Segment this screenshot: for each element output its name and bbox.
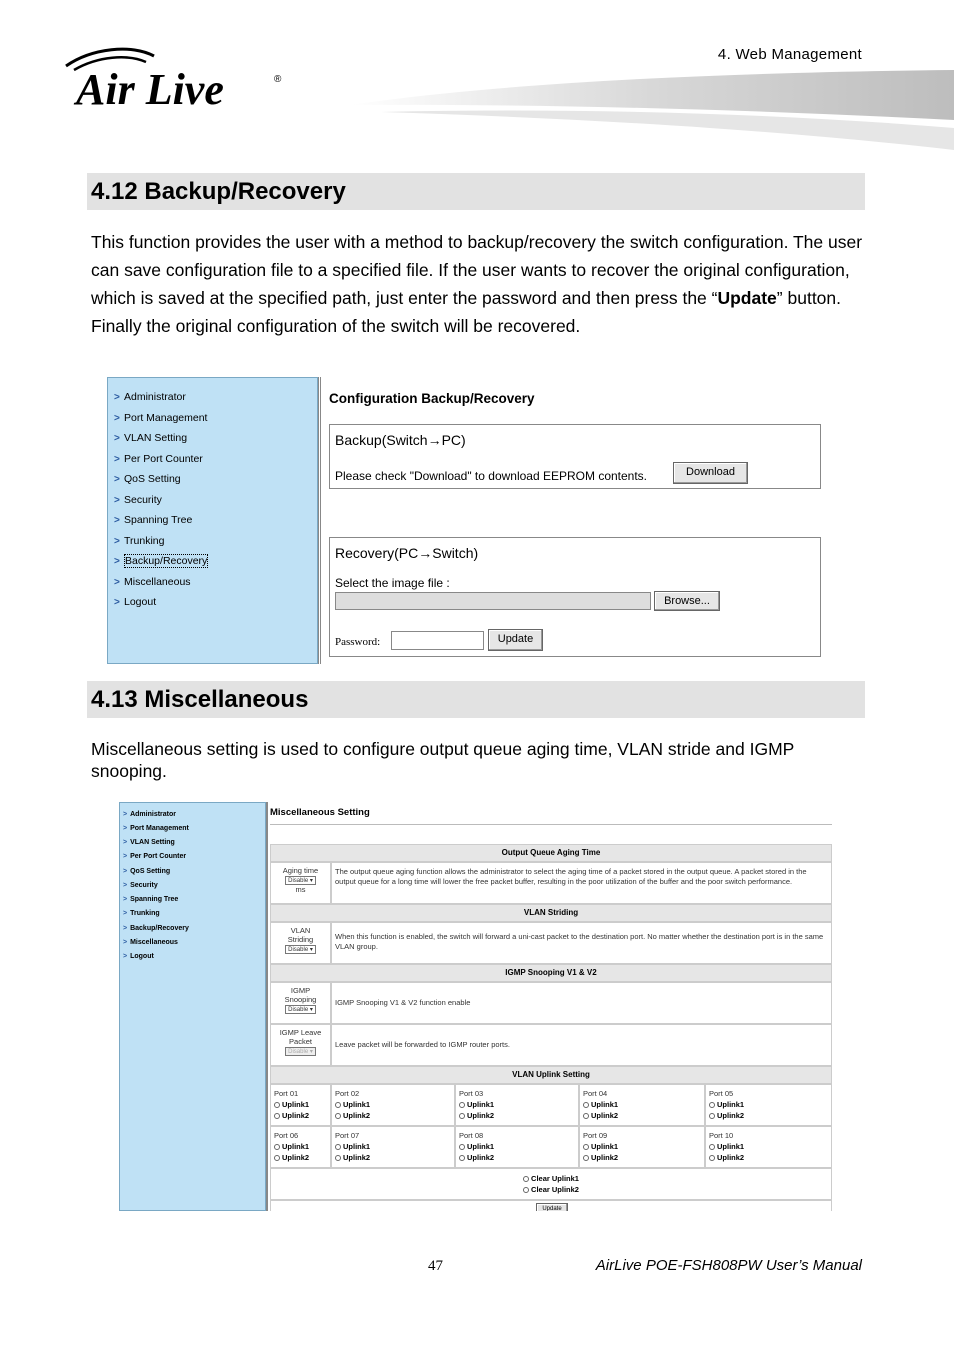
password-input[interactable] xyxy=(391,631,484,650)
uplink1-radio[interactable]: Uplink1 xyxy=(274,1099,327,1110)
chapter-label: 4. Web Management xyxy=(717,46,862,63)
oq-desc: The output queue aging function allows the administrator to select the aging time of a packet stored in the output queue. A packet stored in the output queue for a long time will lower the free packet buffer, resulting in the poor utilization of the buffer and the poor switch performance. xyxy=(331,862,832,904)
leave-label-cell xyxy=(270,1024,331,1066)
menu-item-spanning-tree[interactable]: > Spanning Tree xyxy=(123,896,179,903)
uplink2-radio[interactable]: Uplink2 xyxy=(583,1152,701,1163)
port-cell: Port 04 Uplink1 Uplink2 xyxy=(579,1084,705,1126)
port-cell: Port 02 Uplink1 Uplink2 xyxy=(331,1084,455,1126)
port-cell: Port 08 Uplink1 Uplink2 xyxy=(455,1126,579,1168)
leave-desc: Leave packet will be forwarded to IGMP router ports. xyxy=(331,1024,832,1066)
menu-item-per-port-counter[interactable]: > Per Port Counter xyxy=(123,853,187,860)
update-button[interactable]: Update xyxy=(536,1203,568,1211)
config-title: Configuration Backup/Recovery xyxy=(329,391,535,406)
port-cell: Port 03 Uplink1 Uplink2 xyxy=(455,1084,579,1126)
title-rule xyxy=(270,824,832,825)
menu-item-vlan-setting[interactable]: > VLAN Setting xyxy=(123,839,175,846)
uplink1-radio[interactable]: Uplink1 xyxy=(709,1141,828,1152)
uplink2-radio[interactable]: Uplink2 xyxy=(335,1110,451,1121)
menu-item-spanning-tree[interactable]: > Spanning Tree xyxy=(114,514,193,526)
chevron-icon: > xyxy=(114,597,120,608)
igmp-header: IGMP Snooping V1 & V2 xyxy=(270,964,832,982)
chevron-icon: > xyxy=(123,839,128,846)
menu-item-backup-recovery[interactable]: > Backup/Recovery xyxy=(123,925,189,932)
manual-title: AirLive POE-FSH808PW User’s Manual xyxy=(595,1257,862,1274)
vs-label: VLAN Striding xyxy=(287,926,314,944)
chevron-icon: > xyxy=(123,939,128,946)
uplink2-radio[interactable]: Uplink2 xyxy=(274,1152,327,1163)
chevron-icon: > xyxy=(114,515,120,526)
backup-panel xyxy=(329,424,821,489)
leave-label: IGMP Leave Packet xyxy=(279,1028,322,1046)
vs-header: VLAN Striding xyxy=(270,904,832,922)
frame-divider xyxy=(266,802,268,1211)
backup-text: Please check "Download" to download EEPROM contents. xyxy=(335,469,648,483)
igmp-select[interactable]: Disable ▾ xyxy=(285,1005,316,1014)
menu-item-miscellaneous[interactable]: > Miscellaneous xyxy=(114,576,191,588)
chevron-icon: > xyxy=(114,474,120,485)
oq-label: Aging time xyxy=(282,866,319,875)
download-button[interactable]: Download xyxy=(673,462,748,484)
recovery-title: Recovery(PC→Switch) xyxy=(335,545,479,561)
chevron-icon: > xyxy=(123,811,128,818)
port-cell: Port 09 Uplink1 Uplink2 xyxy=(579,1126,705,1168)
chevron-icon: > xyxy=(123,953,128,960)
uplink1-radio[interactable]: Uplink1 xyxy=(335,1141,451,1152)
uplink1-radio[interactable]: Uplink1 xyxy=(459,1099,575,1110)
browse-button[interactable]: Browse... xyxy=(654,591,720,611)
uplink2-radio[interactable]: Uplink2 xyxy=(459,1152,575,1163)
sidebar-menu xyxy=(107,377,318,664)
igmp-desc: IGMP Snooping V1 & V2 function enable xyxy=(331,982,832,1024)
uplink2-radio[interactable]: Uplink2 xyxy=(335,1152,451,1163)
clear-uplink-cell xyxy=(270,1168,832,1200)
file-path-input[interactable] xyxy=(335,592,651,610)
chevron-icon: > xyxy=(114,536,120,547)
chevron-icon: > xyxy=(123,825,128,832)
uplink2-radio[interactable]: Uplink2 xyxy=(459,1110,575,1121)
chevron-icon: > xyxy=(114,433,120,444)
svg-text:®: ® xyxy=(274,74,282,85)
uplink2-radio[interactable]: Uplink2 xyxy=(583,1110,701,1121)
oq-select[interactable]: Disable ▾ xyxy=(285,876,316,885)
vs-desc: When this function is enabled, the switch will forward a uni-cast packet to the destination port. No matter whether the destination port is in the same VLAN group. xyxy=(331,922,832,964)
uplink1-radio[interactable]: Uplink1 xyxy=(583,1099,701,1110)
uplink2-radio[interactable]: Uplink2 xyxy=(274,1110,327,1121)
igmp-label: IGMP Snooping xyxy=(284,986,317,1004)
chevron-icon: > xyxy=(114,392,120,403)
airlive-logo xyxy=(62,44,292,110)
oq-unit: ms xyxy=(295,885,306,894)
chevron-icon: > xyxy=(114,495,120,506)
chevron-icon: > xyxy=(123,925,128,932)
chevron-icon: > xyxy=(114,454,120,465)
misc-description: Miscellaneous setting is used to configure output queue aging time, VLAN stride and IGMP snooping. xyxy=(91,739,794,781)
frame-divider xyxy=(318,377,321,664)
svg-text:Air Live: Air Live xyxy=(76,65,224,110)
uplink-header: VLAN Uplink Setting xyxy=(270,1066,832,1084)
menu-item-qos-setting[interactable]: > QoS Setting xyxy=(114,473,181,485)
uplink1-radio[interactable]: Uplink1 xyxy=(583,1141,701,1152)
menu-item-logout[interactable]: > Logout xyxy=(114,596,157,608)
menu-item-per-port-counter[interactable]: > Per Port Counter xyxy=(114,453,203,465)
oq-header: Output Queue Aging Time xyxy=(270,844,832,862)
uplink2-radio[interactable]: Uplink2 xyxy=(709,1110,828,1121)
menu-item-trunking[interactable]: > Trunking xyxy=(114,535,165,547)
uplink1-radio[interactable]: Uplink1 xyxy=(459,1141,575,1152)
section-title-misc: 4.13 Miscellaneous xyxy=(87,681,865,718)
menu-item-security[interactable]: > Security xyxy=(114,494,162,506)
chevron-icon: > xyxy=(114,556,120,567)
chevron-icon: > xyxy=(114,413,120,424)
select-file-label: Select the image file : xyxy=(335,576,450,590)
menu-item-port-management[interactable]: > Port Management xyxy=(114,412,208,424)
port-cell: Port 05 Uplink1 Uplink2 xyxy=(705,1084,832,1126)
recovery-panel xyxy=(329,537,821,657)
menu-item-administrator[interactable]: > Administrator xyxy=(114,391,186,403)
menu-item-backup-recovery[interactable]: > Backup/Recovery xyxy=(114,555,208,567)
vs-select[interactable]: Disable ▾ xyxy=(285,945,316,954)
backup-screenshot xyxy=(107,377,822,664)
uplink1-radio[interactable]: Uplink1 xyxy=(335,1099,451,1110)
password-label: Password: xyxy=(335,636,381,648)
chevron-icon: > xyxy=(114,577,120,588)
menu-item-logout[interactable]: > Logout xyxy=(123,953,154,960)
update-button[interactable]: Update xyxy=(488,629,543,651)
chevron-icon: > xyxy=(123,910,128,917)
chevron-icon: > xyxy=(123,896,128,903)
oq-label-cell xyxy=(270,862,331,904)
port-cell: Port 10 Uplink1 Uplink2 xyxy=(705,1126,832,1168)
menu-item-trunking[interactable]: > Trunking xyxy=(123,910,160,917)
chevron-icon: > xyxy=(123,853,128,860)
port-cell: Port 07 Uplink1 Uplink2 xyxy=(331,1126,455,1168)
uplink1-radio[interactable]: Uplink1 xyxy=(274,1141,327,1152)
page-number: 47 xyxy=(428,1258,443,1274)
chevron-icon: > xyxy=(123,882,128,889)
clear-uplink1-radio[interactable]: Clear Uplink1 xyxy=(271,1173,831,1184)
misc-title: Miscellaneous Setting xyxy=(270,807,370,818)
uplink2-radio[interactable]: Uplink2 xyxy=(709,1152,828,1163)
sidebar-menu-small xyxy=(119,802,266,1211)
section-title-backup: 4.12 Backup/Recovery xyxy=(87,173,865,210)
menu-item-security[interactable]: > Security xyxy=(123,882,158,889)
vs-label-cell xyxy=(270,922,331,964)
menu-item-miscellaneous[interactable]: > Miscellaneous xyxy=(123,939,178,946)
clear-uplink2-radio[interactable]: Clear Uplink2 xyxy=(271,1184,831,1195)
igmp-label-cell xyxy=(270,982,331,1024)
menu-item-vlan-setting[interactable]: > VLAN Setting xyxy=(114,432,188,444)
chevron-icon: > xyxy=(123,868,128,875)
menu-item-qos-setting[interactable]: > QoS Setting xyxy=(123,868,171,875)
port-cell: Port 06 Uplink1 Uplink2 xyxy=(270,1126,331,1168)
menu-item-port-management[interactable]: > Port Management xyxy=(123,825,189,832)
uplink1-radio[interactable]: Uplink1 xyxy=(709,1099,828,1110)
leave-select[interactable]: Disable ▾ xyxy=(285,1047,316,1056)
port-cell: Port 01 Uplink1 Uplink2 xyxy=(270,1084,331,1126)
menu-item-administrator[interactable]: > Administrator xyxy=(123,811,176,818)
backup-description: This function provides the user with a method to backup/recovery the switch configuration. The user can save configuration file to a specified file. If the user wants to recover the original configuration, which is saved at the specified path, just enter the password and then press the “Update” button. Finally the original configuration of the switch will be recovered. xyxy=(91,232,863,336)
backup-title: Backup(Switch→PC) xyxy=(335,432,466,448)
misc-screenshot xyxy=(119,802,833,1211)
